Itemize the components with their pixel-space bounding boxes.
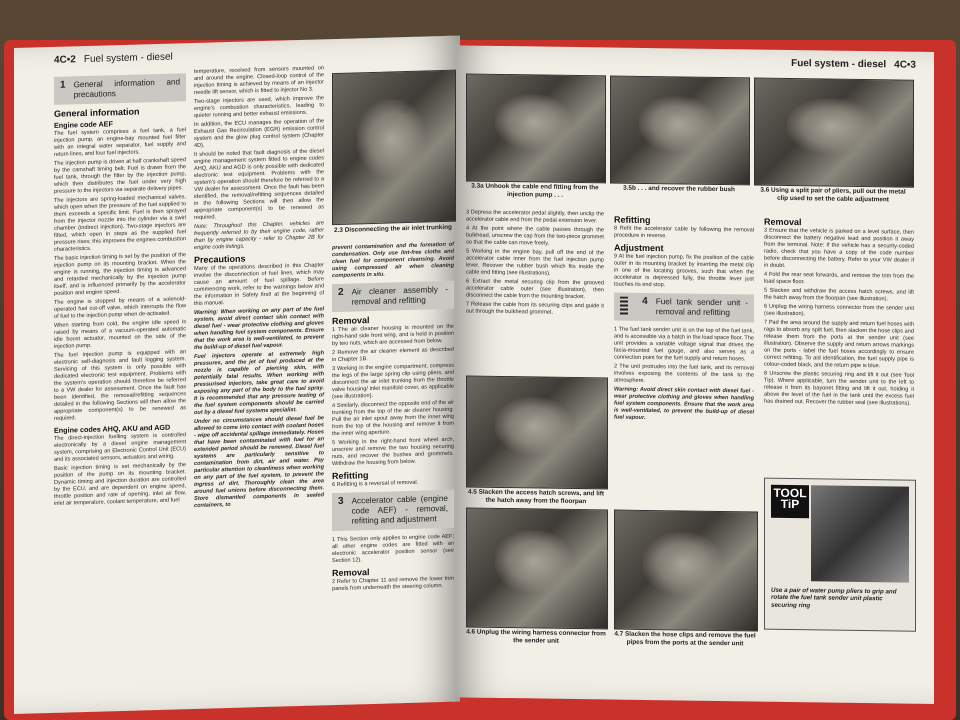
tool-tip-text: Use a pair of water pump pliers to grip and rotate the fuel tank sender unit plastic securing ring [771, 586, 897, 610]
paragraph: 8 Unscrew the plastic securing ring and lift it out (see Tool Tip). Where applicable, turn the sender unit to the left to release it from its bayonet fitting and lift it out, holding it above the level of the fuel in the tank until the excess fuel has drained out. Recover the rubber seal (see illustrations). [764, 370, 914, 407]
paragraph: 5 Working in the right-hand front wheel arch, unscrew and remove the two housing securing nuts, and recover the bushes and grommets. Withdraw the housing from below. [332, 436, 454, 468]
warning-text: prevent contamination and the formation of condensation. Only use lint-free cloths and clean fuel for component cleansing. Avoid using compressed air when cleaning components in situ. [332, 241, 454, 280]
tool-tip-box [764, 478, 916, 632]
paragraph: 6 Refitting is a reversal of removal. [332, 479, 419, 489]
paragraph: 5 Working in the engine bay, pull off the end of the accelerator cable inner from the fuel injection pump lever. Recover the rubber bush which fits inside the cable end fitting (see illustrations). [466, 248, 604, 277]
paragraph: Two-stage injectors are used, which improve the engine's combustion characteristics, leading to quieter running and better exhaust emissions. [194, 95, 324, 119]
photo-hose-clips [614, 510, 758, 632]
paragraph: 6 Unplug the wiring harness connector from the sender unit (see illustration). [764, 303, 914, 318]
right-column-3 [764, 214, 914, 410]
section-4-heading: 4 Fuel tank sender unit - removal and refitting [614, 293, 754, 323]
paragraph: 7 Pad the area around the supply and return fuel hoses with rags to absorb any spilt fuel, then slacken the hose clips and release them from the ports at the sender unit (see illustration). Observe the supply and return arrows markings on the ports - label the fuel hoses accordingly to ensure correct refitting. To aid identification, the fuel supply pipe is colour-coded black, and the return pipe is blue. [764, 319, 914, 370]
paragraph: 9 At the fuel injection pump, fix the position of the cable outer in its mounting bracket by inserting the metal clip in one of the locating grooves, such that when the accelerator is depressed fully, the throttle lever just touches its end stop. [614, 253, 754, 289]
caption-4-6: 4.6 Unplug the wiring harness connector from the sender unit [466, 628, 606, 645]
warning-text: Warning: Avoid direct skin contact with diesel fuel - wear protective clothing and gloves when handling fuel system components. Ensure that the work area is well-ventilated, to prevent the build-up of diesel fuel vapour. [614, 386, 754, 421]
paragraph: 2 The unit protrudes into the fuel tank, and its removal involves exposing the contents of the tank to the atmosphere. [614, 363, 754, 384]
paragraph: In addition, the ECU manages the operation of the Exhaust Gas Recirculation (EGR) emission control system and the glow plug control system (Chapter 4D). [194, 118, 324, 149]
paragraph: 3 Working in the engine compartment, compress the legs of the large spring clip using pliers, and disconnect the air inlet trunking from the throttle valve housing/ inlet manifold cover, as applicable (see illustration). [332, 362, 454, 401]
paragraph: Many of the operations described in this Chapter involve the disconnection of fuel lines, which may cause an amount of fuel spillage. Before commencing work, refer to the warnings below and the information in Safety first! at the beginning of this manual. [194, 262, 324, 307]
adjustment-heading: Adjustment [614, 242, 664, 254]
chapter-title: Fuel system - diesel [83, 51, 173, 66]
paragraph: 1 The air cleaner housing is mounted on the right-hand side front wing, and is held in position by two nuts, which are accessed from below. [332, 323, 454, 348]
paragraph: 1 The fuel tank sender unit is on the top of the fuel tank, and is accessible via a hatch in the load space floor. The unit provides a variable voltage signal that drives the facia-mounted fuel gauge, and also serves as a connection point for the fuel supply and return hoses. [614, 326, 754, 363]
paragraph: 3 Depress the accelerator pedal slightly, then unclip the accelerator cable end from the pedal extension lever. [466, 209, 604, 225]
caption-3-5b: 3.5b . . . and recover the rubber bush [623, 184, 735, 194]
refitting-heading: Refitting [332, 470, 369, 482]
removal-heading: Removal [764, 216, 802, 228]
paragraph: 5 Slacken and withdraw the access hatch screws, and lift the hatch away from the floorpan (see illustration). [764, 287, 914, 303]
page-number: 4C•2 [54, 54, 76, 66]
removal-heading: Removal [332, 315, 370, 327]
paragraph: temperature, received from sensors mounted on and around the engine. Closed-loop control of the injection timing is achieved by means of an injector needle lift sensor, which is fitted to injector No 3. [194, 65, 324, 96]
section-3-heading: 3 Accelerator cable (engine code AEF) - removal, refitting and adjustment [332, 490, 454, 531]
paragraph: 7 Release the cable from its securing clips and guide it out through the bulkhead grommet. [466, 301, 604, 316]
removal-heading-2: Removal [332, 567, 370, 579]
caption-3-3a: 3.3a Unhook the cable end fitting from the injection pump . . . [471, 182, 599, 199]
left-running-head [54, 52, 173, 66]
section-1-heading: 1 General information and precautions [54, 73, 186, 105]
left-column-1 [54, 69, 186, 510]
caption-2-3: 2.3 Disconnecting the air inlet trunking [334, 223, 452, 235]
paragraph: Basic injection timing is set mechanically by the position of the pump on its mounting bracket. Dynamic timing and injection duration are controlled by the ECU, and are dependent on engine speed, throttle position and rate of opening, inlet air flow, inlet air temperature, coolant temperature, and fuel [54, 462, 186, 507]
tool-tip-badge: TOOL TiP [771, 485, 809, 519]
paragraph: The injection pump is driven at half crankshaft speed by the camshaft timing belt. Fuel is drawn from the fuel tank, through the filter by the injection pump, which then distributes the fuel under very high pressure to the injectors via separate delivery pipes. [54, 157, 186, 195]
paragraph: The fuel system comprises a fuel tank, a fuel injection pump, an engine-bay mounted fuel filter with an integral water separator, fuel supply and return lines, and four fuel injectors. [54, 127, 186, 158]
page-number: 4C•3 [894, 59, 916, 71]
paragraph: 2 Remove the air cleaner element as described in Chapter 1B. [332, 346, 454, 364]
right-page [456, 45, 934, 704]
paragraph: It should be noted that fault diagnosis of the diesel engine management system fitted to engine codes AHQ, AKU and AGD is only possible with dedicated electronic test equipment. Problems with the system's operation should therefore be referred to a VW dealer for assessment. Once the fault has been identified, the removal/refitting sequences detailed in the following Sections will then allow the appropriate component(s) to be renewed as required. [194, 148, 324, 221]
right-column-1 [466, 209, 604, 319]
paragraph: The basic injection timing is set by the position of the injection pump on its mounting bracket. When the engine is running, the injection timing is advanced and retarded mechanically by the injection pump itself, and is influenced primarily by the accelerator position and engine speed. [54, 252, 186, 297]
photo-metal-clip [754, 77, 914, 187]
refitting-heading: Refitting [614, 214, 651, 226]
precautions-heading: Precautions [194, 253, 246, 265]
paragraph: 4 Fold the rear seat forwards, and remove the trim from the load space floor. [764, 271, 914, 286]
warning-text: Warning: When working on any part of the fuel system, avoid direct contact skin contact with diesel fuel - wear protective clothing and gloves when handling fuel system components. Ensure that the work area is well-ventilated, to prevent the build-up of diesel fuel vapour. [194, 306, 324, 351]
paragraph: The injectors are spring-loaded mechanical valves, which open when the pressure of the fuel supplied to them exceeds a specific limit. Fuel is then sprayed from the injector nozzle into the cylinder via a swirl chamber (indirect injection). Two-stage injectors are fitted, which open in steps as the supplied fuel pressure rises; this improves the engines combustion characteristics. [54, 194, 186, 253]
left-column-3 [332, 242, 454, 595]
paragraph: 3 Ensure that the vehicle is parked on a level surface, then disconnect the battery negative lead and position it away from the terminal. Note: If the vehicle has a security-coded radio, check that you have a copy of the code number before disconnecting the battery. Refer to your VW dealer if in doubt. [764, 227, 914, 269]
section-2-heading: 2 Air cleaner assembly - removal and refitting [332, 281, 454, 312]
caption-3-6: 3.6 Using a split pair of pliers, pull out the metal clip used to set the cable adjustment [760, 186, 906, 203]
paragraph: The engine is stopped by means of a solenoid-operated fuel cut-off valve, which interrupts the flow of fuel to the injection pump when de-activated. [54, 296, 186, 320]
general-info-heading: General information [54, 106, 140, 119]
paragraph: The fuel injection pump is equipped with an electronic self-diagnosis and fault logging system. Servicing of this system is only possible with dedicated electronic test equipment. Problems with the system's operation should therefore be referred to a VW dealer for assessment. Once the fault has been identified, the removal/refitting sequences detailed in the following Sections will then allow the appropriate component(s) to be renewed as required. [54, 349, 186, 422]
paragraph: The direct-injection fuelling system is controlled electronically by a diesel engine management system, comprising an Electronic Control Unit (ECU) and its associated sensors, actuators and wiring. [54, 432, 186, 463]
photo-rubber-bush [610, 75, 750, 185]
photo-access-hatch [466, 375, 608, 489]
wrench-icon [620, 297, 628, 315]
engine-ahq-heading: Engine codes AHQ, AKU and AGD [54, 422, 171, 435]
right-running-head [791, 58, 916, 71]
chapter-title: Fuel system - diesel [791, 58, 887, 71]
paragraph: When starting from cold, the engine idle speed is raised by means of a vacuum-operated automatic idle boost actuator, mounted on the side of the injection pump. [54, 319, 186, 350]
right-column-2 [614, 212, 754, 426]
caption-4-7: 4.7 Slacken the hose clips and remove the fuel pipes from the ports at the sender unit [614, 630, 756, 647]
engine-aef-heading: Engine code AEF [54, 119, 113, 130]
paragraph: 2 Refer to Chapter 11 and remove the lower trim panels from underneath the steering column. [332, 575, 454, 593]
tool-tip-photo [811, 485, 909, 582]
photo-cable-end [466, 73, 606, 183]
paragraph: Note: Throughout this Chapter, vehicles are frequently referred to by their engine code, rather than by engine capacity - refer to Chapter 2B for engine code listings. [194, 220, 324, 251]
warning-text: Fuel injectors operate at extremely high pressures, and the jet of fuel produced at the nozzle is capable of piercing skin, with potentially fatal results. When working with pressurised injectors, take great care to avoid exposing any part of the body to the fuel spray. It is recommended that any pressure testing of the fuel system components should be carried out by a diesel fuel systems specialist. [194, 350, 324, 416]
paragraph: 4 Similarly, disconnect the opposite end of the air trunking from the top of the air cleaner housing. Pull the air inlet spout away from the inner wing from the top of the housing and remove it from the inner wing aperture. [332, 399, 454, 438]
left-column-2 [194, 65, 324, 512]
warning-text: Under no circumstances should diesel fuel be allowed to come into contact with coolant hoses - wipe off accidental spillage immediately. Hoses that have been contaminated with fuel for an extended period should be renewed. Diesel fuel systems are particularly sensitive to contamination from dirt, air and water. Pay particular attention to cleanliness when working on any part of the fuel system, to prevent the ingress of dirt. Thoroughly clean the area around fuel unions before disconnecting them. Store dismantled components in sealed containers, to [194, 415, 324, 509]
photo-air-trunking [332, 70, 456, 225]
paragraph: 8 Refit the accelerator cable by following the removal procedure in reverse. [614, 225, 754, 240]
paragraph: 6 Extract the metal securing clip from the grooved accelerator cable outer (see illustration), then disconnect the cable from the mounting bracket. [466, 278, 604, 301]
caption-4-5: 4.5 Slacken the access hatch screws, and lift the hatch away from the floorpan [467, 488, 605, 505]
left-page [14, 36, 460, 714]
photo-wiring-connector [466, 507, 608, 629]
paragraph: 1 This Section only applies to engine code AEF; all other engine codes are fitted with an electronic accelerator position sensor (see Section 12). [332, 533, 454, 565]
paragraph: 4 At the point where the cable passes through the bulkhead, unscrew the cap from the two-piece grommet so that the cable can move freely. [466, 225, 604, 247]
